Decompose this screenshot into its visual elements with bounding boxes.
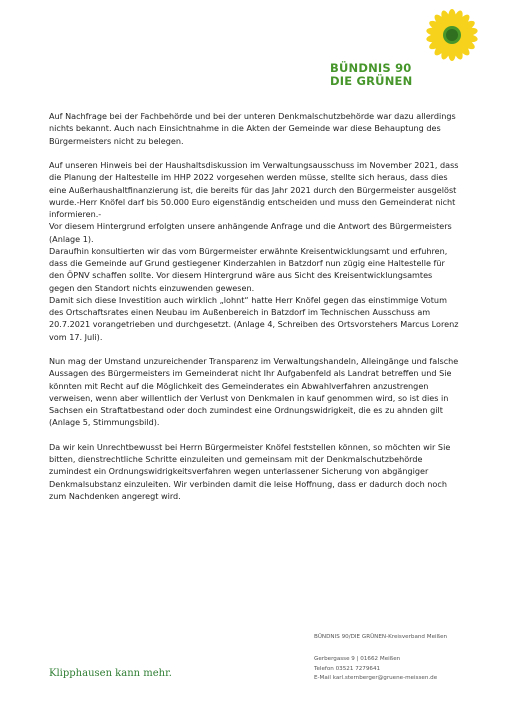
footer-address: Gerbergasse 9 | 01662 Meißen bbox=[314, 656, 401, 663]
letter-body bbox=[49, 110, 469, 502]
paragraph: Auf unseren Hinweis bei der Haushaltsdiskussion im Verwaltungsausschuss im November 2021, dass die Planung der Haltestelle im HHP 2022 vorgesehen werden müsse, stellte sich heraus, dass dies eine Außerhaushaltfinanzierung ist, die bereits für das Jahr 2021 durch den Bürgermeister ausgelöst wurde.-Herr Knöfel darf bis 50.000 Euro eigenständig entscheiden und muss den Gemeinderat nicht informieren.- Vor diesem Hintergrund erfolgten unsere anhängende Anfrage und die Antwort des Bürgermeisters (Anlage 1). Daraufhin konsultierten wir das vom Bürgermeister erwähnte Kreisentwicklungsamt und erfuhren, dass die Gemeinde auf Grund gestiegener Kinderzahlen in Batzdorf nun zügig eine Haltestelle für den ÖPNV schaffen sollte. Vor diesem Hintergrund wäre aus Sicht des Kreisentwicklungsamtes gegen den Standort nichts einzuwenden gewesen. Damit sich diese Investition auch wirklich „lohnt“ hatte Herr Knöfel gegen das einstimmige Votum des Ortschaftsrates einen Neubau im Außenbereich in Batzdorf im Technischen Ausschuss am 20.7.2021 vorangetrieben und durchgesetzt. (Anlage 4, Schreiben des Ortsvorstehers Marcus Lorenz vom 17. Juli). bbox=[49, 160, 459, 342]
logo-line-1: BÜNDNIS 90 bbox=[330, 61, 412, 75]
paragraph: Nun mag der Umstand unzureichender Transparenz im Verwaltungshandeln, Alleingänge und falsche Aussagen des Bürgermeisters im Gemeinderat nicht Ihr Aufgabenfeld als Landrat betreffen und Sie könnten mit Recht auf die Möglichkeit des Gemeinderates ein Abwahlverfahren anzustrengen verweisen, wenn aber willentlich der Verlust von Denkmalen in kauf genommen wird, so ist dies in Sachsen ein Straftatbestand oder doch zumindest eine Ordnungswidrigkeit, die es zu ahnden gilt (Anlage 5, Stimmungsbild). bbox=[49, 356, 459, 428]
paragraph: Da wir kein Unrechtbewusst bei Herrn Bürgermeister Knöfel feststellen können, so möchten wir Sie bitten, dienstrechtliche Schritte einzuleiten und gemeinsam mit der Denkmalschutzbehörde zumindest ein Ordnungswidrigkeitsverfahren wegen unterlassener Sicherung von abgängiger Denkmalsubstanz einzuleiten. Wir verbinden damit die leise Hoffnung, dass er dadurch doch noch zum Nachdenken angeregt wird. bbox=[49, 441, 451, 501]
footer-phone: Telefon 03521 7279641 bbox=[314, 665, 381, 672]
party-logo bbox=[330, 8, 480, 88]
footer-email: E-Mail karl.sternberger@gruene-meissen.de bbox=[314, 675, 438, 682]
footer-contact bbox=[314, 633, 504, 684]
footer-org: BÜNDNIS 90/DIE GRÜNEN-Kreisverband Meißen bbox=[314, 634, 448, 640]
footer-slogan: Klipphausen kann mehr. bbox=[49, 668, 172, 679]
logo-line-2: DIE GRÜNEN bbox=[330, 74, 413, 88]
sunflower-icon bbox=[422, 8, 480, 64]
paragraph: Auf Nachfrage bei der Fachbehörde und bei der unteren Denkmalschutzbehörde war dazu allerdings nichts bekannt. Auch nach Einsichtnahme in die Akten der Gemeinde war diese Behauptung des Bürgermeisters nicht zu belegen. bbox=[49, 111, 456, 146]
